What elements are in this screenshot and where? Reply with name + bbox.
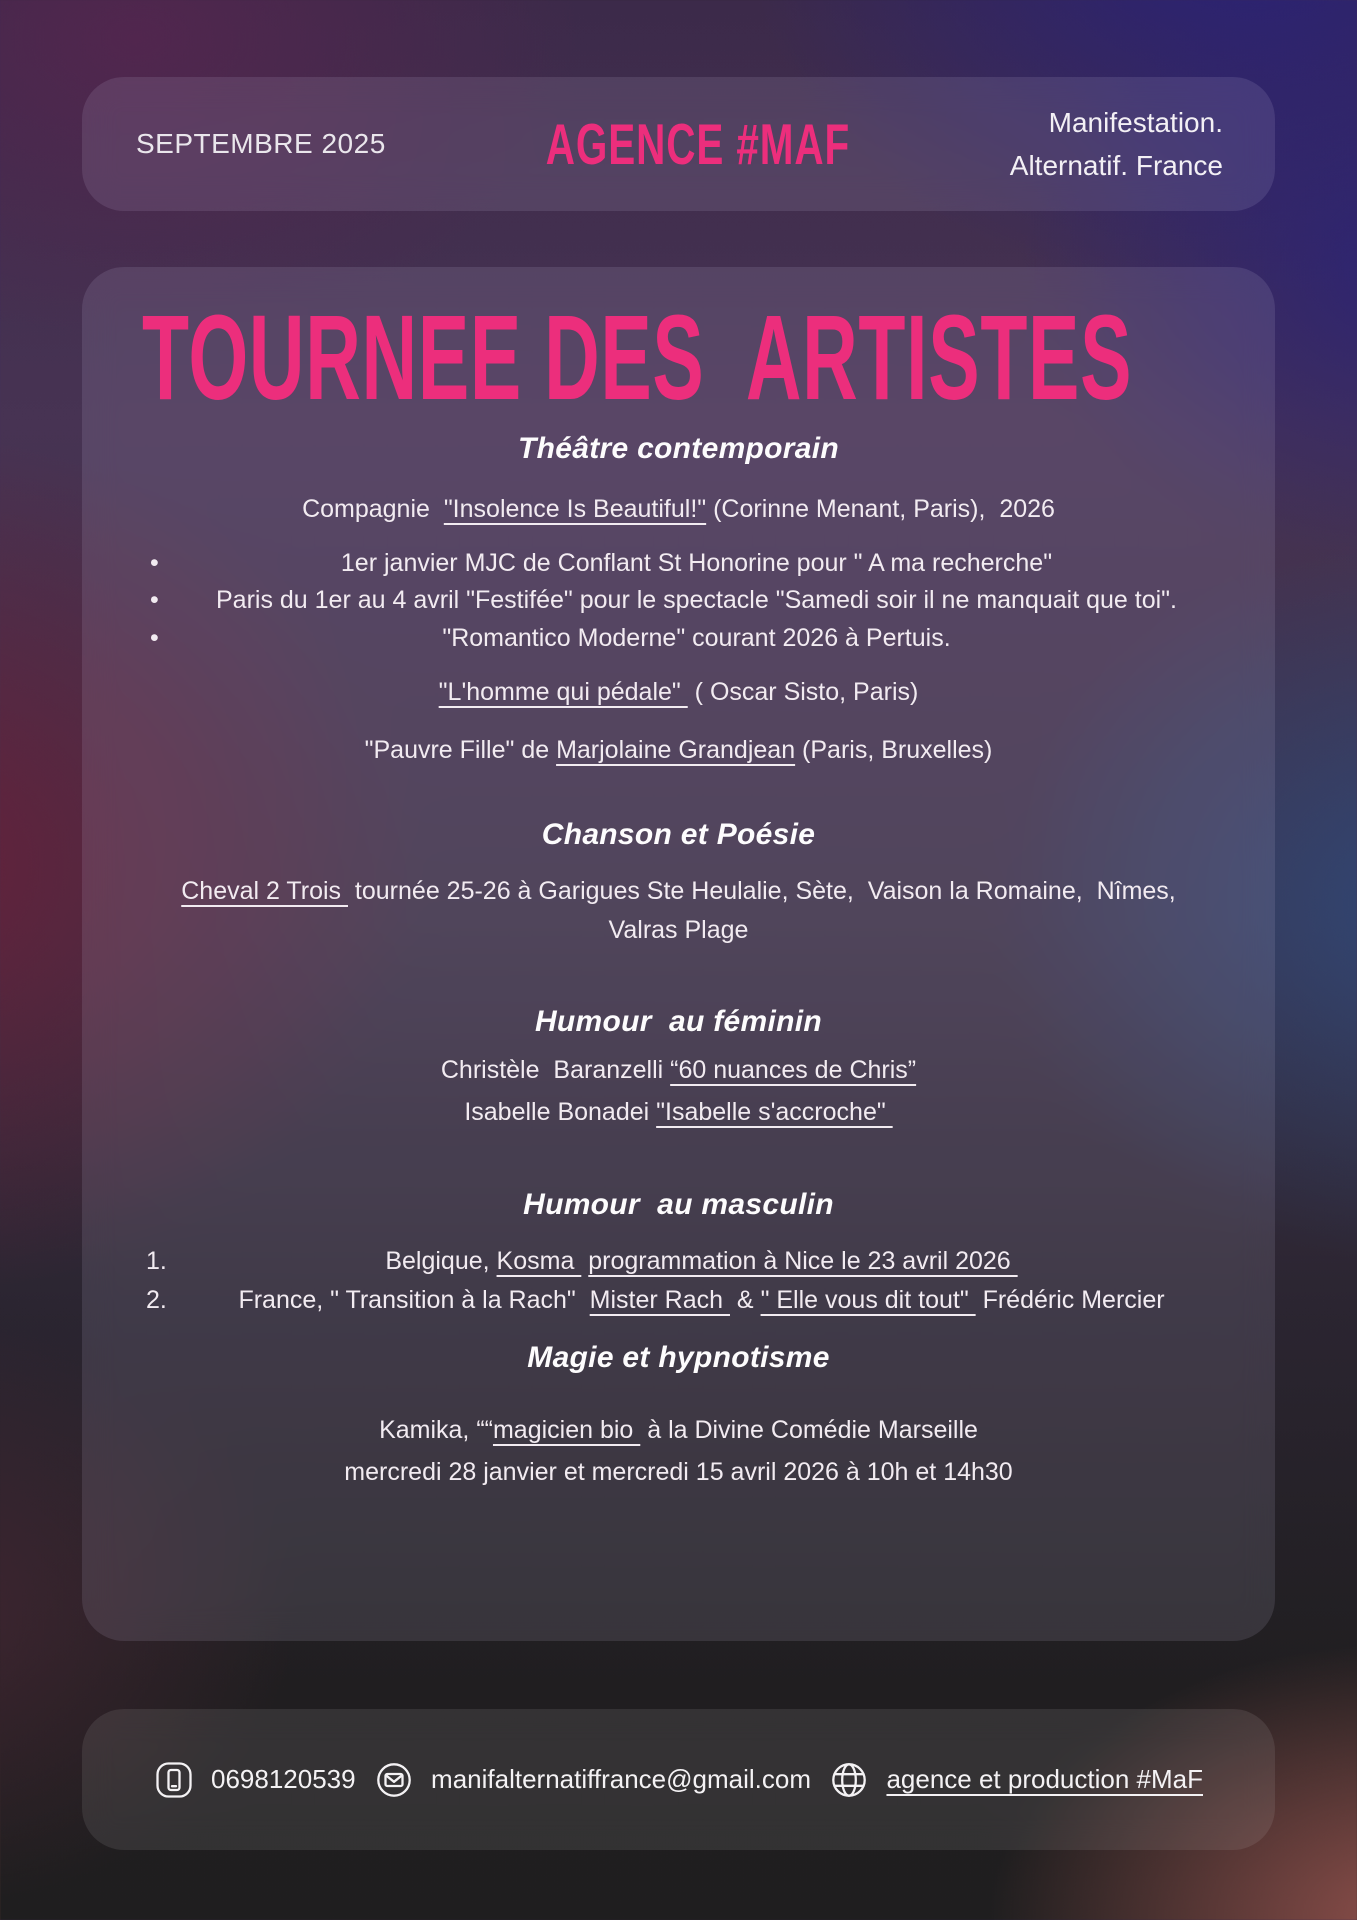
kamika-post: à la Divine Comédie Marseille <box>640 1415 978 1444</box>
kamika-line <box>142 1411 1215 1450</box>
compagnie-post: (Corinne Menant, Paris), 2026 <box>706 495 1055 523</box>
magie-dates-line: mercredi 28 janvier et mercredi 15 avril 2026 à 10h et 14h30 <box>344 1457 1013 1486</box>
homme-line <box>142 673 1215 712</box>
isabelle-line <box>142 1093 1215 1132</box>
bullet-text: 1er janvier MJC de Conflant St Honorine pour " A ma recherche" <box>340 548 1053 577</box>
item-pre: Belgique, <box>385 1246 497 1275</box>
list-item <box>142 545 1215 583</box>
envelope-icon <box>374 1760 414 1800</box>
masculin-numbered-list <box>142 1242 1215 1321</box>
item-text <box>188 1281 1215 1321</box>
list-item <box>142 1242 1215 1282</box>
agency-brand-text: AGENCE #MAF <box>545 111 850 177</box>
globe-icon <box>829 1760 869 1800</box>
theatre-bullet-list <box>142 545 1215 658</box>
section-heading-feminin: Humour au féminin <box>534 1005 823 1039</box>
pauvre-post: (Paris, Bruxelles) <box>795 736 993 764</box>
tagline-line-2: Alternatif. France <box>1009 150 1223 181</box>
item-number: 1. <box>146 1246 167 1275</box>
cheval-link[interactable]: Cheval 2 Trois <box>181 876 348 905</box>
chris-link[interactable]: “60 nuances de Chris” <box>670 1056 917 1085</box>
section-heading-magie: Magie et hypnotisme <box>527 1340 830 1374</box>
compagnie-line <box>142 490 1215 529</box>
page-title <box>142 289 1215 426</box>
mister-rach-link[interactable]: Mister Rach <box>589 1286 730 1315</box>
header-card <box>82 77 1275 211</box>
bullet-text: Paris du 1er au 4 avril "Festifée" pour le spectacle "Samedi soir il ne manquait que toi". <box>216 586 1177 615</box>
item-number: 2. <box>146 1286 167 1315</box>
cheval-line <box>142 872 1215 950</box>
contact-footer <box>82 1709 1275 1850</box>
bullet-icon: • <box>150 623 159 652</box>
page-title-text: TOURNEE DES ARTISTES <box>142 289 1133 426</box>
kosma-link[interactable]: Kosma <box>496 1246 582 1275</box>
item-pre: France, " Transition à la Rach" <box>238 1286 590 1315</box>
insolence-link[interactable]: "Insolence Is Beautiful!" <box>443 495 707 523</box>
tour-card <box>82 267 1275 1641</box>
homme-link[interactable]: "L'homme qui pédale" <box>438 678 688 707</box>
grandjean-link[interactable]: Marjolaine Grandjean <box>556 736 796 764</box>
website-link[interactable]: agence et production #MaF <box>886 1764 1203 1794</box>
list-item <box>142 620 1215 658</box>
christele-pre: Christèle Baranzelli <box>440 1056 671 1085</box>
list-item <box>142 582 1215 620</box>
agency-tagline <box>1010 101 1223 188</box>
pauvre-line <box>142 731 1215 770</box>
section-heading-chanson: Chanson et Poésie <box>541 817 816 851</box>
isabelle-pre: Isabelle Bonadei <box>464 1098 657 1126</box>
issue-date: SEPTEMBRE 2025 <box>136 128 386 159</box>
agency-brand <box>525 111 871 177</box>
bullet-text: "Romantico Moderne" courant 2026 à Pertuis. <box>442 623 951 652</box>
kamika-pre: Kamika, ““ <box>379 1415 493 1444</box>
pauvre-pre: "Pauvre Fille" de <box>364 736 557 764</box>
isabelle-link[interactable]: "Isabelle s'accroche" <box>656 1098 893 1126</box>
christele-line <box>142 1051 1215 1090</box>
section-heading-masculin: Humour au masculin <box>523 1187 834 1221</box>
website-contact[interactable] <box>829 1760 1203 1800</box>
section-heading-theatre: Théâtre contemporain <box>517 432 840 465</box>
bullet-icon: • <box>150 586 159 615</box>
email-contact[interactable] <box>374 1760 811 1800</box>
item-text <box>188 1242 1215 1282</box>
phone-contact[interactable] <box>154 1760 356 1800</box>
nice-link[interactable]: programmation à Nice le 23 avril 2026 <box>588 1246 1018 1275</box>
item-mid: & <box>729 1286 761 1315</box>
bullet-icon: • <box>150 548 159 577</box>
item-post: Frédéric Mercier <box>975 1286 1165 1315</box>
homme-post: ( Oscar Sisto, Paris) <box>687 678 919 707</box>
list-item <box>142 1281 1215 1321</box>
elle-vous-dit-tout-link[interactable]: " Elle vous dit tout" <box>760 1286 976 1315</box>
magicien-bio-link[interactable]: magicien bio <box>492 1415 641 1444</box>
tagline-line-1: Manifestation. <box>1048 106 1223 138</box>
email-address: manifalternatiffrance@gmail.com <box>431 1764 812 1794</box>
cheval-post: tournée 25-26 à Garigues Ste Heulalie, Sète, Vaison la Romaine, Nîmes, Valras Plage <box>347 876 1183 944</box>
compagnie-pre: Compagnie <box>302 495 444 523</box>
phone-number: 0698120539 <box>211 1764 356 1794</box>
smartphone-icon <box>154 1760 194 1800</box>
